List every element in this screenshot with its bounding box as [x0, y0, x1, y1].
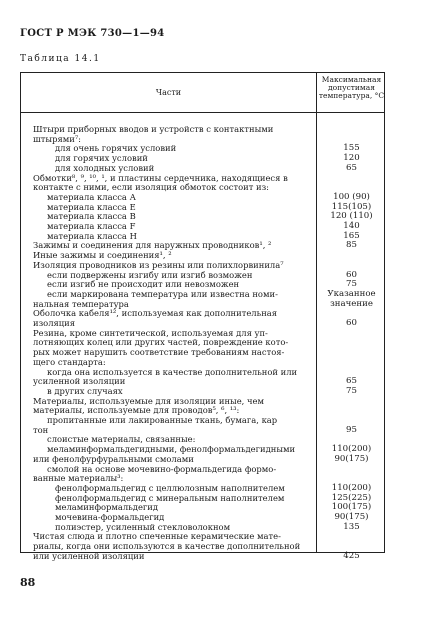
row-value: 65 [346, 376, 357, 387]
row-text: в других случаях [47, 385, 123, 396]
row-text: рых может нарушить соответствие требованиям настоя- [33, 347, 285, 358]
row-text: или фенолфурфуральными смолами [33, 453, 194, 464]
row-text: смолой на основе мочевино-формальдегида формо- [47, 463, 277, 474]
row-text: Штыри приборных вводов и устройств с контактными [33, 124, 274, 134]
row-value: 90(175) [334, 453, 369, 464]
row-text: слоистые материалы, связанные: [47, 434, 196, 445]
row-text: риалы, когда они используются в качестве дополнительной [33, 541, 301, 552]
row-text: для очень горячих условий [55, 143, 177, 154]
row-text: меламинформальдегидными, фенолформальдегидными [47, 444, 296, 455]
column-header-max-temperature: Максимальная допустимая температура, °С [318, 75, 385, 101]
row-value: 90(175) [334, 512, 369, 522]
row-text: пропитанные или лакированные ткань, бумага, кар [47, 415, 278, 425]
row-text: Материалы, используемые для изоляции иные, чем [33, 395, 264, 406]
row-value: 95 [346, 424, 357, 435]
row-text: материала класса Н [47, 230, 137, 241]
row-value: 120 (110) [330, 211, 373, 222]
row-text: лотняющих колец или других частей, повреждение кото- [33, 337, 289, 348]
row-text: для холодных условий [55, 162, 155, 173]
document-header: ГОСТ Р МЭК 730—1—94 [20, 28, 165, 39]
row-value: 115(105) [331, 201, 372, 212]
row-text: фенолформальдегид с минеральным наполнителем [55, 492, 285, 503]
row-text: Резина, кроме синтетической, используемая для уп- [33, 327, 268, 338]
row-value: Указанное [327, 288, 376, 299]
row-value: 120 [343, 153, 360, 164]
row-text: Обмотки⁸, ⁹, ¹⁰, ¹, и пластины сердечника, находящиеся в [33, 172, 288, 183]
row-value: 60 [346, 269, 357, 280]
row-value: значение [330, 298, 373, 309]
row-text: нальная температура [33, 298, 129, 309]
row-value: 110(200) [331, 444, 372, 455]
row-text: материала класса В [47, 211, 136, 222]
page-number: 88 [20, 576, 36, 589]
row-text: усиленной изоляции [33, 376, 126, 387]
row-text: ванные материалы³: [33, 473, 124, 484]
row-text: материала класса F [47, 221, 136, 231]
row-text: изоляция [33, 318, 76, 328]
row-value: 110(200) [331, 482, 372, 493]
row-text: фенолформальдегид с целлюлозным наполнителем [55, 482, 285, 493]
row-text: материала класса А [47, 191, 136, 202]
row-text: для горячих условий [55, 153, 148, 164]
row-text: полиэстер, усиленный стекловолокном [55, 521, 231, 532]
row-value: 75 [346, 385, 357, 396]
table-caption: Таблица 14.1 [20, 54, 101, 64]
row-text: материала класса Е [47, 201, 136, 212]
row-value: 75 [346, 279, 357, 290]
column-header-parts: Части [155, 88, 182, 97]
row-value: 60 [346, 318, 357, 328]
row-text: мочевина-формальдегид [55, 512, 165, 522]
row-text: Чистая слюда и плотно спеченные керамические мате- [33, 531, 281, 542]
row-value: 65 [346, 162, 357, 173]
row-value: 155 [343, 143, 360, 154]
row-value: 100 (90) [333, 191, 370, 202]
row-text: или усиленной изоляции [33, 550, 145, 561]
row-text: штырями⁷: [33, 133, 82, 144]
row-value: 165 [343, 230, 360, 241]
row-text: Оболочка кабеля¹², используемая как дополнительная [33, 308, 278, 319]
row-text: если изгиб не происходит или невозможен [47, 279, 240, 290]
row-text: когда она используется в качестве дополнительной или [47, 366, 298, 377]
row-text: Изоляция проводников из резины или полихлорвинила⁷ [33, 259, 284, 270]
header-divider [21, 112, 384, 113]
row-text: щего стандарта: [33, 356, 106, 367]
row-text: материалы, используемые для проводов⁵, ⁶, ¹³: [33, 405, 240, 416]
row-text: меламинформальдегид [55, 502, 159, 513]
row-text: если маркирована температура или известна номи- [47, 288, 278, 299]
temperature-table [20, 72, 385, 561]
row-text: если подвержены изгибу или изгиб возможен [47, 269, 253, 280]
row-text: Зажимы и соединения для наружных проводников¹, ² [33, 240, 272, 251]
row-text: тон [33, 424, 49, 435]
row-value: 125(225) [331, 492, 372, 503]
row-text: контакте с ними, если изоляция обмоток состоит из: [33, 182, 269, 193]
row-value: 85 [346, 240, 357, 251]
row-value: 100(175) [331, 502, 372, 513]
row-value: 135 [343, 521, 360, 532]
row-text: Иные зажимы и соединения¹, ² [33, 250, 172, 261]
row-value: 425 [343, 550, 360, 561]
row-value: 140 [343, 221, 360, 231]
